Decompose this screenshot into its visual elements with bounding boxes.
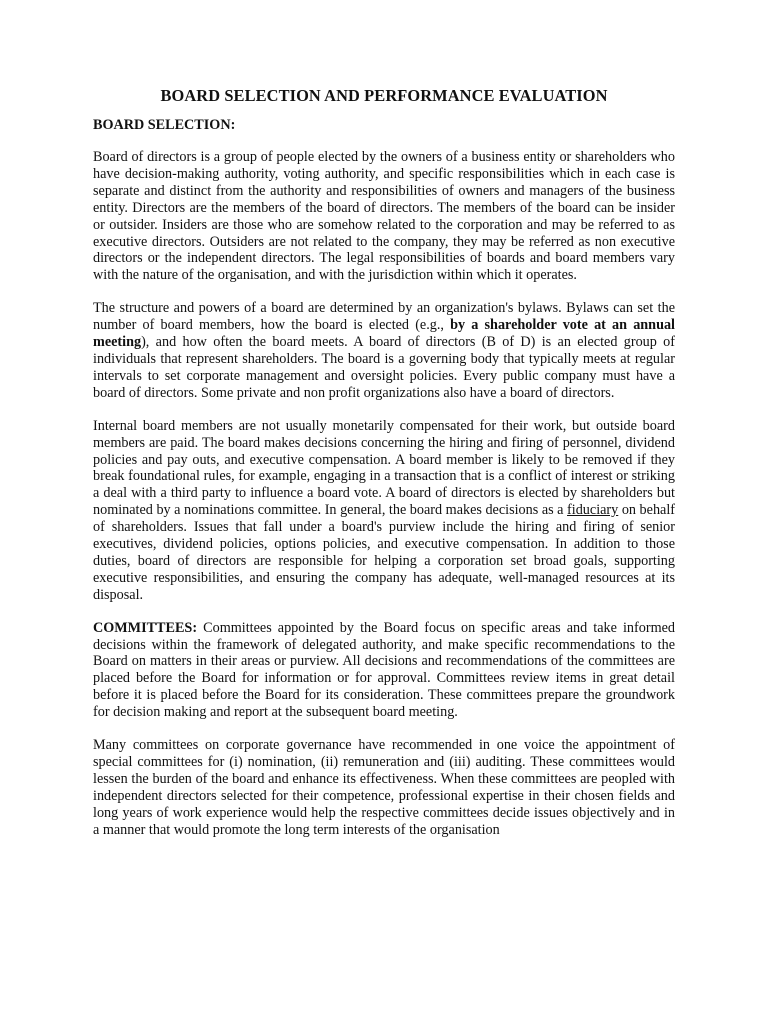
paragraph-board-definition: Board of directors is a group of people elected by the owners of a business entity or shareholders who have decision-making authority, voting authority, and specific responsibilities which in each case is separate and distinct from the authority and responsibilities of owners and managers of the business entity. Directors are the members of the board of directors. The members of the board can be insider or outsider. Insiders are those who are somehow related to the corporation and may be referred to as executive directors. Outsiders are not related to the company, they may be referred as non executive directors or the independent directors. The legal responsibilities of boards and board members vary with the nature of the organisation, and with the jurisdiction within which it operates. <box>93 149 675 284</box>
paragraph-text: Committees appointed by the Board focus on specific areas and take informed decisions within the framework of delegated authority, and make specific recommendations to the Board on matters in their areas or purview. All decisions and recommendations of the committees are placed before the Board for information or for approval. Committees review items in great detail before it is placed before the Board for its consideration. These committees prepare the groundwork for decision making and report at the subsequent board meeting. <box>93 619 675 721</box>
paragraph-text: Internal board members are not usually monetarily compensated for their work, but outside board members are paid. The board makes decisions concerning the hiring and firing of personnel, dividend policies and pay outs, and executive compensation. A board member is likely to be removed if they break foundational rules, for example, engaging in a transaction that is a conflict of interest or striking a deal with a third party to influence a board vote. A board of directors is elected by shareholders but nominated by a nominations committee. In general, the board makes decisions as a <box>93 417 675 519</box>
document-page <box>93 86 675 855</box>
paragraph-text: The structure and powers of a board are determined by an organization's bylaws. Bylaws can set the number of board members, how the board is elected (e.g., <box>93 300 675 334</box>
paragraph-text: ), and how often the board meets. A board of directors (B of D) is an elected group of individuals that represent shareholders. The board is a governing body that typically meets at regular intervals to set corporate management and oversight policies. Every public company must have a board of directors. Some private and non profit organizations also have a board of directors. <box>93 334 675 401</box>
paragraph-committees <box>93 620 675 721</box>
document-title: BOARD SELECTION AND PERFORMANCE EVALUATION <box>160 86 608 105</box>
paragraph-board-structure <box>93 300 675 401</box>
paragraph-text: on behalf of shareholders. Issues that fall under a board's purview include the hiring and firing of senior executives, dividend policies, options policies, and executive compensation. In addition to those duties, board of directors are responsible for helping a corporation set broad goals, supporting executive responsibilities, and ensuring the company has adequate, well-managed resources at its disposal. <box>93 502 676 603</box>
bold-phrase: by a shareholder vote at an annual meeting <box>93 317 676 351</box>
fiduciary-link[interactable]: fiduciary <box>567 502 619 519</box>
paragraph-board-compensation <box>93 418 675 604</box>
section-heading-board-selection: BOARD SELECTION: <box>93 117 236 133</box>
paragraph-special-committees: Many committees on corporate governance have recommended in one voice the appointment of special committees for (i) nomination, (ii) remuneration and (iii) auditing. These committees would lessen the burden of the board and enhance its effectiveness. When these committees are peopled with independent directors selected for their competence, professional expertise in their chosen fields and long years of work experience would help the respective committees decide issues objectively and in a manner that would promote the long term interests of the organisation <box>93 737 675 838</box>
committees-label: COMMITTEES: <box>93 619 198 636</box>
